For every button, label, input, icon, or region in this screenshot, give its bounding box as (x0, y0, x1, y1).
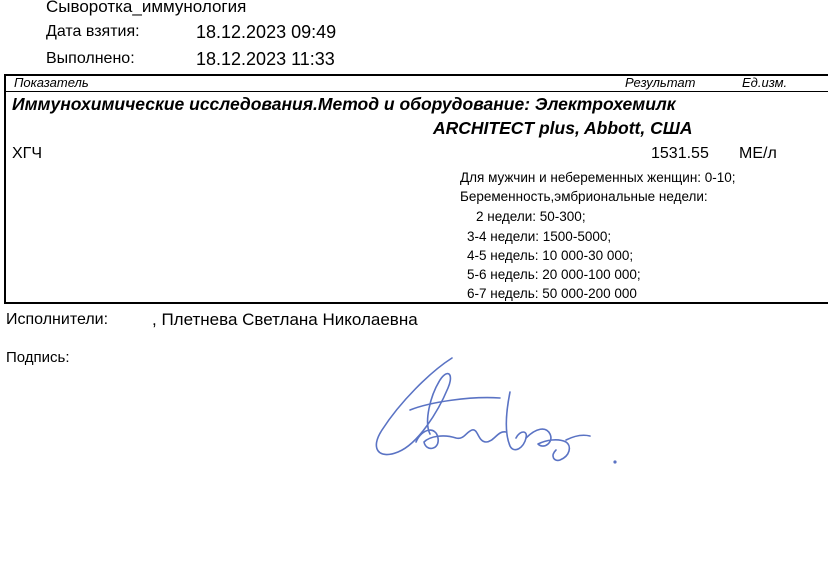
column-header-unit: Ед.изм. (742, 75, 788, 90)
table-row-indicator: ХГЧ (12, 145, 42, 162)
table-header-divider (4, 91, 828, 92)
reference-line: 3-4 недели: 1500-5000; (467, 229, 612, 244)
reference-line: Беременность,эмбриональные недели: (460, 189, 708, 204)
reference-line: 4-5 недель: 10 000-30 000; (467, 248, 634, 263)
sample-type: Сыворотка_иммунология (46, 0, 247, 16)
completed-label: Выполнено: (46, 50, 135, 67)
column-header-result: Результат (625, 75, 696, 90)
performers-label: Исполнители: (6, 311, 109, 328)
collected-value: 18.12.2023 09:49 (196, 22, 337, 42)
table-row-result: 1531.55 (651, 145, 709, 162)
section-title: Иммунохимические исследования.Метод и оборудование: Электрохемилк (12, 94, 676, 114)
table-row-unit: МЕ/л (739, 145, 777, 162)
completed-value: 18.12.2023 11:33 (196, 49, 335, 69)
handwritten-signature (360, 352, 630, 472)
reference-line: 5-6 недель: 20 000-100 000; (467, 267, 641, 282)
column-header-indicator: Показатель (14, 75, 89, 90)
signature-label: Подпись: (6, 349, 70, 366)
reference-line: 6-7 недель: 50 000-200 000 (467, 286, 637, 301)
section-title-continued: ARCHITECT plus, Abbott, США (433, 118, 693, 138)
collected-label: Дата взятия: (46, 23, 140, 40)
reference-line: Для мужчин и небеременных женщин: 0-10; (460, 170, 736, 185)
reference-line: 2 недели: 50-300; (476, 209, 586, 224)
performers-name: , Плетнева Светлана Николаевна (152, 310, 418, 329)
